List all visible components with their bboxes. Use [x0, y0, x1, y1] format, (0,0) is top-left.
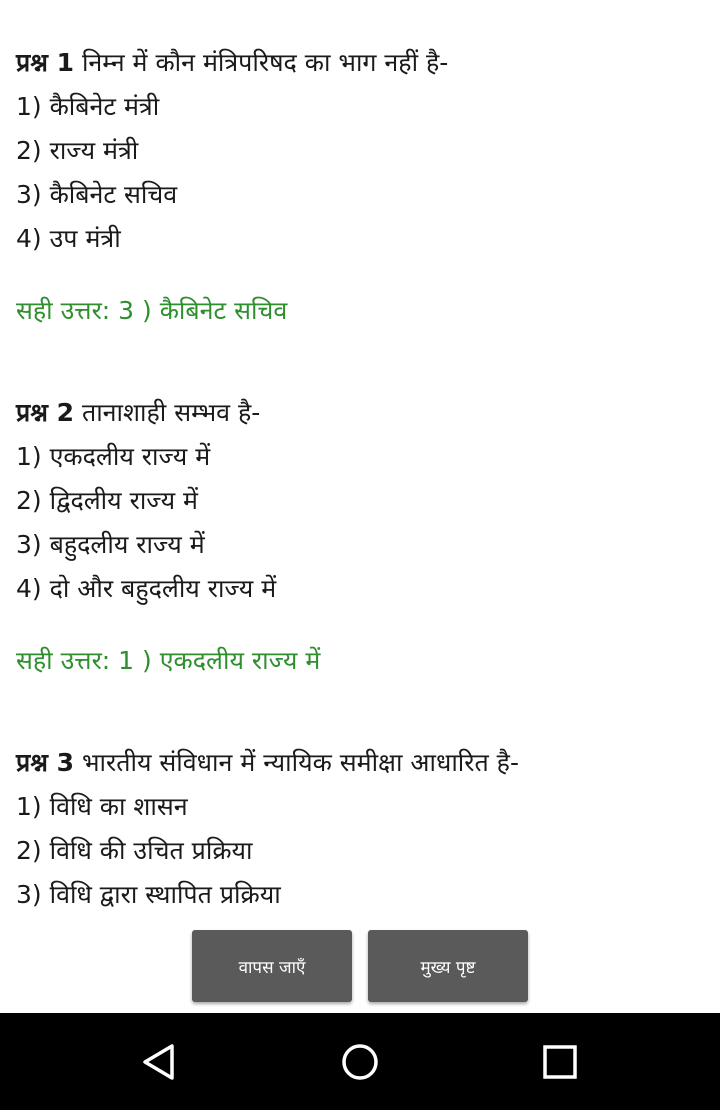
back-triangle-icon: [140, 1042, 180, 1082]
question-text: तानाशाही सम्भव है-: [81, 398, 261, 427]
option-item: 1) कैबिनेट मंत्री: [16, 92, 160, 121]
question-text: भारतीय संविधान में न्यायिक समीक्षा आधारित है-: [81, 748, 519, 777]
option-item: 3) कैबिनेट सचिव: [16, 180, 178, 209]
home-page-button[interactable]: मुख्य पृष्ट: [368, 930, 528, 1002]
option-item: 2) राज्य मंत्री: [16, 136, 139, 165]
option-item: 4) उप मंत्री: [16, 224, 121, 253]
question-title: [16, 741, 519, 785]
option-item: 1) एकदलीय राज्य में: [16, 442, 211, 471]
correct-answer: सही उत्तर: 3 ) कैबिनेट सचिव: [16, 296, 288, 325]
option-item: 4) दो और बहुदलीय राज्य में: [16, 574, 277, 603]
question-title: [16, 391, 260, 435]
correct-answer: सही उत्तर: 1 ) एकदलीय राज्य में: [16, 646, 321, 675]
option-item: 3) विधि द्वारा स्थापित प्रक्रिया: [16, 880, 281, 909]
nav-home-button[interactable]: [310, 1013, 410, 1110]
option-item: 2) विधि की उचित प्रक्रिया: [16, 836, 253, 865]
option-item: 3) बहुदलीय राज्य में: [16, 530, 205, 559]
nav-back-button[interactable]: [110, 1013, 210, 1110]
recents-square-icon: [540, 1042, 580, 1082]
option-item: 2) द्विदलीय राज्य में: [16, 486, 199, 515]
nav-recents-button[interactable]: [510, 1013, 610, 1110]
question-title: [16, 41, 448, 85]
option-item: 1) विधि का शासन: [16, 792, 188, 821]
home-circle-icon: [340, 1042, 380, 1082]
back-button[interactable]: वापस जाएँ: [192, 930, 352, 1002]
system-navigation-bar: [0, 1013, 720, 1110]
question-number: प्रश्न 3: [16, 748, 74, 777]
question-text: निम्न में कौन मंत्रिपरिषद का भाग नहीं है-: [81, 48, 449, 77]
question-number: प्रश्न 2: [16, 398, 74, 427]
question-number: प्रश्न 1: [16, 48, 74, 77]
